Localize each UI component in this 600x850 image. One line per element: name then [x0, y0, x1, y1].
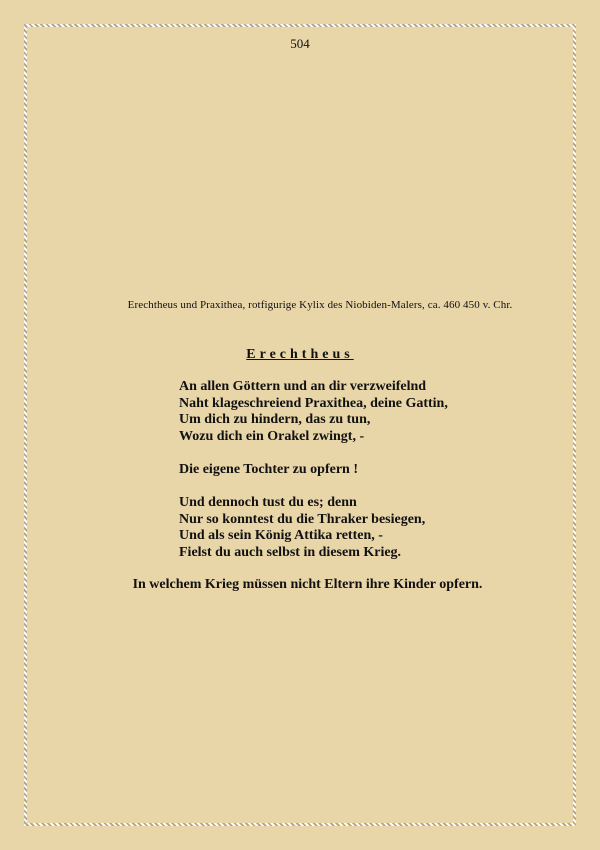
- poem-closing-line: In welchem Krieg müssen nicht Eltern ihre Kinder opfern.: [132, 577, 483, 592]
- poem-line: Wozu dich ein Orakel zwingt, -: [179, 428, 365, 444]
- poem-line: Nur so konntest du die Thraker besiegen,: [179, 511, 426, 527]
- poem-line: Fielst du auch selbst in diesem Krieg.: [179, 544, 402, 560]
- poem-line: Naht klageschreiend Praxithea, deine Gattin,: [179, 395, 448, 411]
- page-number: 504: [290, 36, 310, 51]
- stanza-2: [179, 462, 358, 479]
- poem-line: Und dennoch tust du es; denn: [179, 495, 357, 510]
- poem-line: Und als sein König Attika retten, -: [179, 528, 383, 543]
- stanza-1: [179, 379, 448, 445]
- poem-line: Die eigene Tochter zu opfern !: [179, 462, 358, 477]
- poem-line: An allen Göttern und an dir verzweifelnd: [179, 379, 427, 394]
- poem-title: Erechtheus: [246, 347, 354, 362]
- poem-line: Um dich zu hindern, das zu tun,: [179, 412, 371, 427]
- stanza-3: [179, 495, 425, 561]
- image-caption: Erechtheus und Praxithea, rotfigurige Kylix des Niobiden-Malers, ca. 460 450 v. Chr.: [127, 299, 513, 311]
